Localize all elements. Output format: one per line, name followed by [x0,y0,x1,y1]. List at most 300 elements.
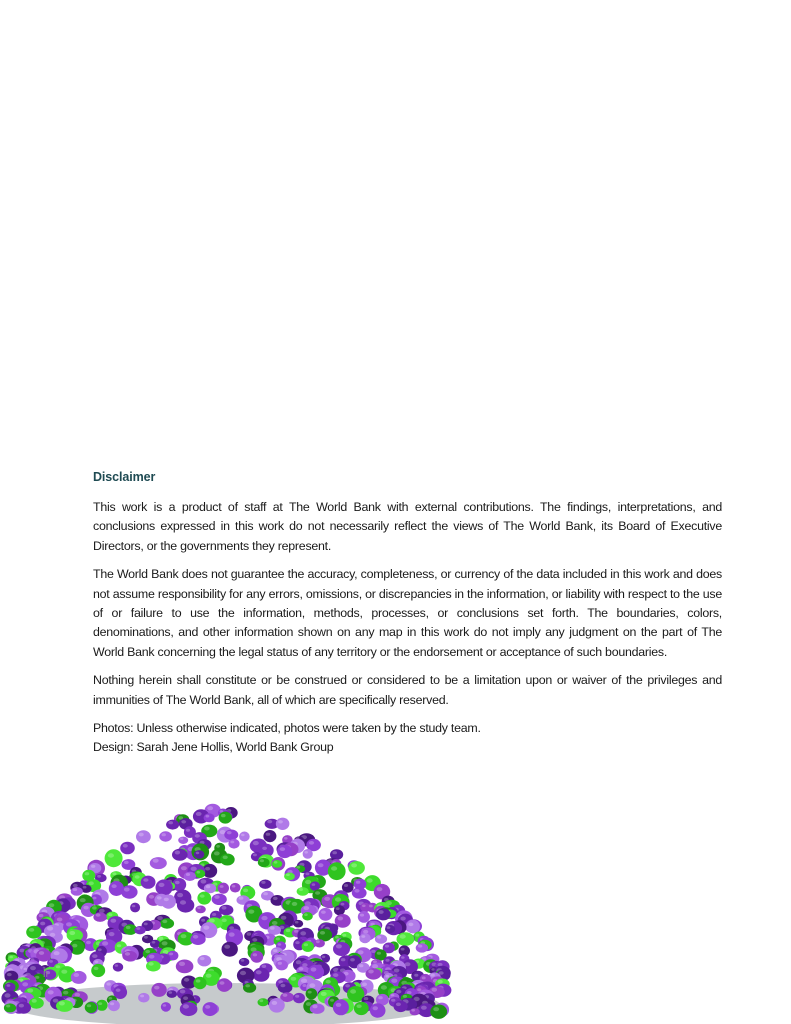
purple-pellet [71,971,87,984]
pellet-highlight [284,837,288,840]
pellet-highlight [72,944,77,948]
pellet-highlight [162,920,167,924]
pellet-highlight [7,973,12,976]
pellet-highlight [212,913,216,916]
purple-pellet [134,926,145,934]
pellet-highlight [294,930,298,933]
purple-pellet [293,920,303,928]
purple-pellet [239,958,250,966]
green-pellet [243,983,256,993]
purple-pellet [177,898,194,913]
pellet-highlight [312,1005,317,1009]
pellet-highlight [195,834,200,838]
pellet-highlight [330,999,334,1002]
pellet-highlight [143,878,148,882]
purple-pellet [16,1002,31,1014]
purple-pellet [230,883,241,893]
green-pellet [297,887,309,896]
pellet-highlight [304,913,308,916]
pellet-highlight [153,859,159,863]
pellet-highlight [354,889,359,893]
green-pellet [302,912,313,920]
pellet-highlight [336,1003,342,1007]
pellet-highlight [220,885,224,888]
pellet-highlight [299,888,303,891]
disclaimer-heading: Disclaimer [93,470,156,484]
pellet-highlight [108,853,114,857]
pellet-highlight [266,833,271,836]
green-pellet [328,862,346,880]
purple-pellet [5,983,16,992]
pellet-highlight [164,898,169,902]
pellet-highlight [363,930,368,934]
pellet-highlight [368,970,374,974]
pellet-highlight [322,956,326,959]
pellet-highlight [240,971,246,975]
pellet-highlight [83,906,88,910]
pellet-highlight [331,866,337,870]
pellet-highlight [144,936,148,939]
green-pellet [272,860,282,868]
pellet-highlight [312,883,316,886]
pellet-highlight [221,814,226,817]
photos-credit: Photos: Unless otherwise indicated, photos were taken by the study team. [93,721,481,736]
pellet-highlight [180,838,184,841]
pellet-highlight [394,969,400,973]
pellet-highlight [309,983,315,987]
pellet-highlight [168,821,173,824]
purple-pellet [394,1001,408,1012]
purple-pellet [195,906,205,914]
pellet-highlight [227,831,232,834]
pellet-highlight [248,910,254,914]
pellet-highlight [204,827,210,831]
pellet-highlight [224,945,230,949]
disclaimer-paragraph-2: The World Bank does not guarantee the accuracy, completeness, or currency of the data included in this work and does not assume responsibility for any errors, omissions, or discrepancies in the information, or liability with respect to the use of or failure to use the information, methods, processes, or conclusions set forth. The boundaries, colors, denominations, and other information shown on any map in this work do not imply any judgment on the part of The World Bank concerning the legal status of any territory or the endorsement or acceptance of such boundaries. [93,567,722,659]
pellet-highlight [338,916,344,920]
pellet-highlight [92,954,97,958]
pellet-highlight [336,907,340,910]
purple-pellet [276,818,290,830]
pellet-highlight [306,1002,311,1006]
pellet-highlight [369,905,373,908]
pellet-highlight [391,979,397,983]
purple-pellet [120,842,135,855]
pellet-highlight [223,856,228,860]
pellet-highlight [63,991,68,995]
green-pellet [430,1005,447,1019]
purple-pellet [197,955,211,966]
pellet-highlight [115,964,119,967]
pellet-highlight [175,851,180,855]
pellet-highlight [59,1001,65,1005]
pellet-highlight [93,897,97,900]
pellet-highlight [183,1004,189,1008]
pellet-highlight [123,844,128,848]
pellet-highlight [181,866,187,870]
pellet-highlight [169,953,173,956]
purple-pellet [194,850,204,859]
pellet-highlight [39,951,44,955]
pellet-highlight [214,851,220,855]
pellet-highlight [295,995,299,998]
green-pellet [160,918,174,928]
pellet-highlight [299,967,304,970]
pellet-highlight [116,989,121,992]
pellet-highlight [252,938,257,942]
pellet-highlight [422,976,426,979]
purple-pellet [239,832,250,842]
pellet-highlight [377,936,381,939]
pellet-highlight [396,1003,401,1007]
pellet-highlight [291,977,297,981]
purple-pellet [172,849,188,861]
purple-pellet [314,939,325,947]
green-pellet [56,1000,73,1012]
pellet-highlight [408,923,413,927]
pellet-highlight [261,916,267,920]
pellet-highlight [378,996,383,999]
pellet-highlight [281,916,287,920]
pellet-highlight [169,991,173,994]
pellet-highlight [186,873,190,876]
purple-pellet [204,813,215,822]
pellet-highlight [280,984,285,988]
pellet-highlight [364,997,369,1000]
pellet-highlight [267,820,272,824]
pellet-highlight [126,926,131,929]
pellet-highlight [305,880,311,884]
pellet-highlight [415,934,419,937]
pellet-highlight [49,960,53,963]
pellet-highlight [85,872,90,875]
purple-pellet [278,982,293,993]
purple-pellet [184,872,196,881]
pellet-highlight [432,988,438,992]
pellet-highlight [350,958,355,961]
pellet-highlight [385,945,389,948]
pellet-highlight [260,859,264,862]
pellet-highlight [197,907,201,910]
pellet-highlight [263,892,268,895]
pellet-highlight [57,918,63,922]
pellet-highlight [152,941,156,944]
pellet-highlight [75,993,81,997]
pellet-highlight [109,997,113,1000]
pellet-highlight [304,851,308,854]
pellet-highlight [83,886,87,889]
pellet-highlight [385,959,389,962]
purple-pellet [161,1002,171,1012]
pellet-highlight [332,851,337,854]
pellet-highlight [403,995,407,998]
pellet-highlight [272,1001,278,1005]
pellet-highlight [180,900,186,904]
pellet-highlight [421,1006,427,1010]
pellet-highlight [405,962,411,966]
pellet-highlight [377,887,383,891]
pellet-highlight [273,897,278,900]
pellet-highlight [197,871,201,874]
pellet-highlight [112,884,117,888]
pellet-highlight [109,932,115,936]
pellet-highlight [140,995,144,998]
pellet-highlight [400,934,406,938]
pellet-highlight [181,820,186,823]
pellet-highlight [357,1004,362,1008]
purple-pellet [303,849,313,859]
pellet-highlight [92,906,97,909]
purple-pellet [217,978,231,992]
pellet-highlight [356,881,360,884]
pellet-highlight [433,1007,439,1011]
pellet-highlight [345,984,350,987]
pellet-highlight [110,919,116,923]
pellet-highlight [50,933,56,937]
pellet-highlight [351,863,357,867]
pellet-highlight [29,928,34,932]
pellet-highlight [300,931,306,935]
pellet-highlight [124,861,129,864]
pellet-highlight [203,926,209,930]
pellet-highlight [318,863,324,867]
pellet-highlight [273,949,277,952]
pellet-highlight [414,974,418,977]
green-pellet [4,1003,16,1012]
purple-pellet [334,905,345,915]
pellet-highlight [196,979,201,982]
purple-pellet [385,925,395,933]
pellet-highlight [24,968,28,971]
pellet-highlight [272,921,278,925]
pellet-highlight [157,896,162,899]
green-pellet [302,941,314,952]
pellet-highlight [98,948,102,951]
pellet-highlight [30,966,36,970]
pellet-highlight [295,921,299,924]
disclaimer-section [93,470,722,758]
pellet-highlight [125,952,130,956]
pellet-highlight [386,975,390,978]
pellet-highlight [401,948,405,951]
pellet-highlight [149,962,154,966]
pellet-highlight [324,897,330,901]
pellet-highlight [321,992,327,996]
green-pellet [91,964,105,977]
purple-pellet [150,940,160,948]
green-pellet [197,892,211,905]
pellet-highlight [239,896,244,899]
pellet-highlight [89,881,94,885]
pellet-highlight [135,875,140,879]
pellet-highlight [280,847,285,851]
purple-pellet [212,894,227,905]
pellet-highlight [350,989,356,993]
pellet-highlight [342,934,346,937]
pellet-highlight [262,847,267,850]
green-pellet [85,1002,97,1013]
pellet-highlight [229,932,235,936]
purple-pellet [71,887,83,896]
purple-pellet [370,1003,386,1017]
pellet-highlight [102,941,108,945]
design-credit: Design: Sarah Jene Hollis, World Bank Group [93,740,334,755]
pellet-highlight [207,806,213,810]
purple-pellet [333,942,350,956]
pellet-highlight [183,996,188,1000]
pellet-highlight [159,937,163,940]
pellet-highlight [326,980,331,984]
pellet-highlight [98,1002,102,1005]
pellet-highlight [379,910,384,914]
pellet-highlight [232,885,236,888]
pellet-highlight [304,906,310,910]
pellet-highlight [259,999,263,1002]
pellet-highlight [56,965,60,968]
green-pellet [29,998,44,1009]
pellet-highlight [49,903,55,907]
pellet-highlight [200,957,205,960]
pellet-highlight [253,953,257,956]
pellet-highlight [22,982,28,986]
pellet-highlight [245,984,250,987]
pellet-highlight [54,951,60,955]
pellet-highlight [371,950,376,953]
pellet-highlight [333,973,338,977]
purple-pellet [151,983,166,997]
pellet-highlight [48,990,54,994]
purple-pellet [376,908,391,920]
purple-pellet [178,837,188,844]
pellet-highlight [261,881,265,884]
pellet-highlight [341,903,345,906]
green-pellet [354,1002,369,1015]
pellet-highlight [87,1004,91,1007]
purple-pellet [410,1008,420,1015]
pellet-highlight [321,911,326,914]
pellet-highlight [136,927,140,930]
pellet-highlight [361,935,365,938]
pellet-highlight [96,913,101,916]
pellet-highlight [283,994,288,997]
pellet-highlight [177,893,183,897]
pellet-highlight [230,841,234,844]
pellet-highlight [106,982,110,985]
purple-pellet [224,830,238,841]
pellet-highlight [220,981,225,985]
disclaimer-paragraph-1: This work is a product of staff at The World Bank with external contributions. The findings, interpretations, and conclusions expressed in this work do not necessarily reflect the views of The World Bank, its Board of Executive Directors, or the governments they represent. [93,500,722,553]
pellet-highlight [53,999,59,1003]
purple-pellet [141,876,156,889]
pellet-highlight [27,988,33,992]
pellet-highlight [247,932,252,935]
pellet-highlight [302,984,306,987]
pellet-highlight [175,881,180,884]
pellet-highlight [308,991,312,994]
pellet-highlight [144,923,148,926]
pellet-highlight [205,1005,210,1009]
pellet-highlight [274,861,278,864]
pellet-highlight [124,887,130,891]
pellet-highlight [186,829,190,832]
pellet-highlight [304,943,308,946]
pellet-highlight [108,913,112,916]
pellet-highlight [94,967,99,970]
green-pellet [258,858,270,867]
purple-pellet [222,942,238,957]
pellet-highlight [301,979,307,983]
pellet-highlight [241,834,245,837]
pellet-highlight [391,999,395,1002]
pellet-highlight [362,983,367,987]
purple-pellet [228,839,239,849]
pellet-highlight [184,978,189,982]
pellet-highlight [222,906,227,910]
purple-pellet [121,885,138,898]
purple-pellet [416,943,428,952]
pellet-highlight [139,833,144,837]
purple-pellet [319,908,333,921]
purple-pellet [150,857,167,869]
purple-pellet [176,960,194,974]
pellet-highlight [32,999,37,1003]
pellet-highlight [132,905,136,908]
pellet-highlight [362,905,366,908]
pellet-highlight [180,990,186,994]
pellet-highlight [262,965,267,968]
pellet-highlight [344,884,348,887]
purple-pellet [113,963,123,972]
green-pellet [96,1000,107,1011]
pellet-highlight [97,875,101,878]
pellet-highlight [205,867,210,871]
pellet-highlight [206,974,212,978]
pellet-highlight [400,917,405,921]
pellet-highlight [110,1002,114,1005]
pellet-highlight [278,820,283,823]
pellet-highlight [336,944,342,948]
pellet-highlight [40,922,45,926]
purple-pellet [259,880,271,889]
pellet-highlight [6,984,10,987]
pellet-highlight [295,941,299,944]
pellet-highlight [9,956,13,959]
pellet-highlight [286,929,291,932]
pellet-highlight [157,916,163,920]
pellet-highlight [80,898,86,902]
purple-pellet [167,990,177,998]
pellet-highlight [359,964,363,967]
pellet-highlight [201,919,205,922]
pellet-highlight [270,926,275,929]
pellet-highlight [305,873,309,876]
pellet-highlight [381,985,387,989]
pellet-highlight [256,970,262,974]
pellet-highlight [6,1005,10,1008]
green-pellet [105,849,123,867]
pellet-highlight [296,866,300,869]
purple-pellet [333,999,349,1015]
pellet-highlight [149,895,154,899]
purple-pellet [253,968,270,982]
plastic-pellets-image [0,800,460,1024]
purple-pellet [218,883,229,894]
pellet-highlight [278,943,282,946]
pellet-highlight [191,867,197,871]
pellet-highlight [367,878,373,882]
pellet-highlight [387,926,391,929]
pellet-highlight [39,914,44,917]
